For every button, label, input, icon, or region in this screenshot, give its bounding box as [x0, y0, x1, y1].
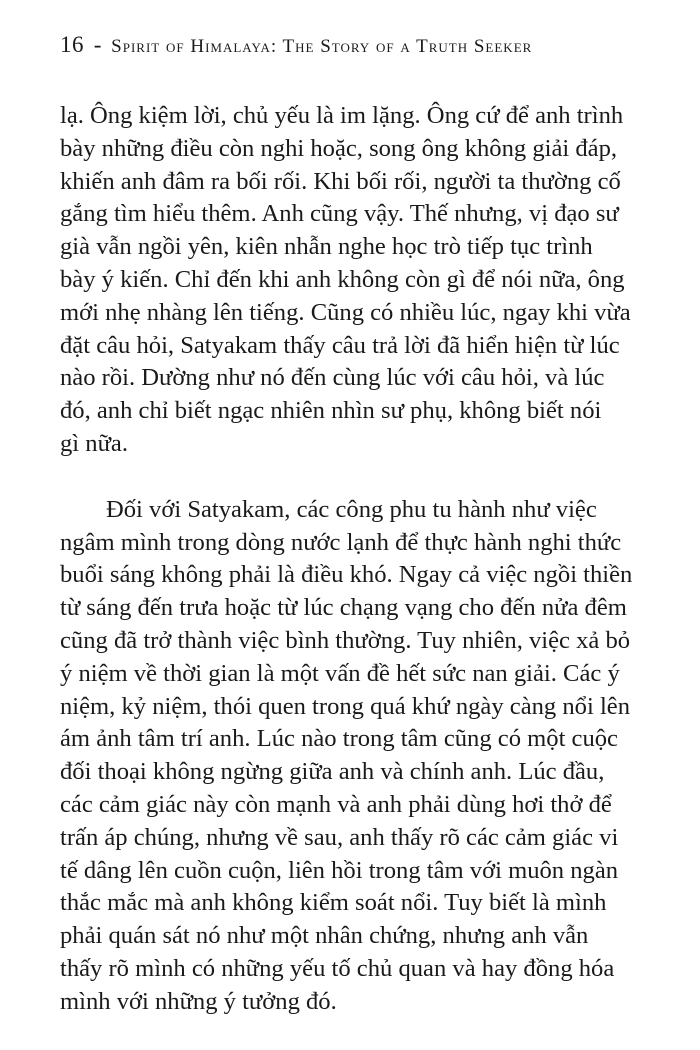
text-line: đối thoại không ngừng giữa anh và chính anh. Lúc đầu,	[60, 758, 605, 786]
text-line: lạ. Ông kiệm lời, chủ yếu là im lặng. Ông cứ để anh trình	[60, 102, 624, 129]
text-line: niệm, kỷ niệm, thói quen trong quá khứ ngày càng nổi lên	[60, 692, 630, 720]
text-line: ngâm mình trong dòng nước lạnh để thực hành nghi thức	[60, 528, 622, 556]
text-line: tế dâng lên cuồn cuộn, liên hồi trong tâm với muôn ngàn	[60, 856, 619, 884]
text-line: mình với những ý tưởng đó.	[60, 987, 337, 1015]
text-line: già vẫn ngồi yên, kiên nhẫn nghe học trò tiếp tục trình	[60, 233, 593, 261]
running-head	[60, 30, 660, 62]
text-line: Đối với Satyakam, các công phu tu hành như việc	[106, 495, 597, 523]
text-line: phải quán sát nó như một nhân chứng, nhưng anh vẫn	[60, 922, 589, 950]
text-line: đặt câu hỏi, Satyakam thấy câu trả lời đã hiển hiện từ lúc	[60, 331, 620, 359]
paragraph-1	[60, 100, 660, 461]
text-line: đó, anh chỉ biết ngạc nhiên nhìn sư phụ, không biết nói	[60, 397, 602, 425]
book-title: Spirit of Himalaya: The Story of a Truth Seeker	[111, 36, 533, 57]
text-line: ý niệm về thời gian là một vấn đề hết sức nan giải. Các ý	[60, 659, 620, 687]
body-text	[60, 100, 660, 1019]
paragraph-2	[60, 494, 660, 1019]
text-line: gì nữa.	[60, 429, 128, 457]
paragraph-spacer	[60, 461, 660, 494]
page-number: 16	[60, 32, 84, 57]
text-line: bày ý kiến. Chỉ đến khi anh không còn gì để nói nữa, ông	[60, 265, 625, 293]
text-line: buổi sáng không phải là điều khó. Ngay cả việc ngồi thiền	[60, 561, 633, 589]
text-line: ám ảnh tâm trí anh. Lúc nào trong tâm cũng có một cuộc	[60, 725, 618, 753]
text-line: mới nhẹ nhàng lên tiếng. Cũng có nhiều lúc, ngay khi vừa	[60, 298, 631, 326]
text-line: từ sáng đến trưa hoặc từ lúc chạng vạng cho đến nửa đêm	[60, 594, 627, 622]
text-line: nào rồi. Dường như nó đến cùng lúc với câu hỏi, và lúc	[60, 364, 605, 392]
text-line: gắng tìm hiểu thêm. Anh cũng vậy. Thế nhưng, vị đạo sư	[60, 200, 619, 228]
text-line: cũng đã trở thành việc bình thường. Tuy nhiên, việc xả bỏ	[60, 626, 631, 654]
text-line: thắc mắc mà anh không kiểm soát nổi. Tuy biết là mình	[60, 889, 607, 917]
text-line: trấn áp chúng, nhưng về sau, anh thấy rõ các cảm giác vi	[60, 823, 619, 851]
text-line: các cảm giác này còn mạnh và anh phải dùng hơi thở để	[60, 790, 612, 818]
text-line: khiến anh đâm ra bối rối. Khi bối rối, người ta thường cố	[60, 167, 621, 195]
running-head-separator: -	[93, 32, 102, 57]
text-line: bày những điều còn nghi hoặc, song ông không giải đáp,	[60, 134, 618, 162]
text-line: thấy rõ mình có những yếu tố chủ quan và hay đồng hóa	[60, 954, 615, 982]
